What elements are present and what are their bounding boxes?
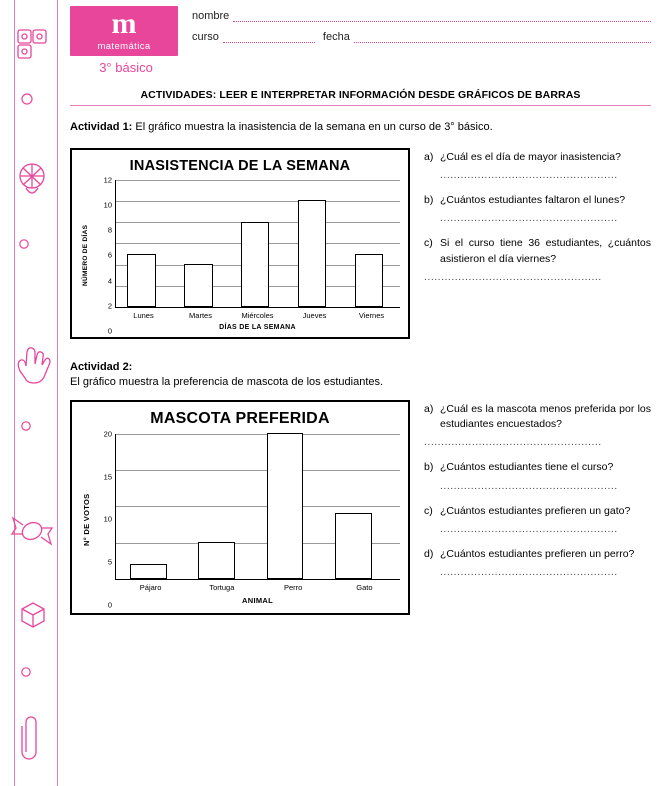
chart2-frame [70,400,410,615]
dot-doodle-icon [20,420,32,432]
question-marker: a) [424,402,434,415]
question-marker: a) [424,150,434,163]
question-text: ¿Cuál es el día de mayor inasistencia? [440,150,621,163]
logo-block [70,6,182,75]
bar-martes [184,264,212,307]
question-marker: b) [424,461,434,474]
question-marker: c) [424,237,433,250]
bar-perro [267,433,304,579]
activity2-questions [410,400,651,615]
question-marker: c) [424,504,433,517]
field-row-nombre [192,10,651,22]
chart1-ytick: 8 [107,225,112,235]
activity1-label: Actividad 1: [70,121,133,133]
question-item [424,460,651,475]
nombre-input-line[interactable] [233,10,651,22]
chart1-yticks [89,175,115,336]
question-text: ¿Cuántos estudiantes faltaron el lunes? [440,194,626,207]
question-item [424,402,651,432]
grade-label: 3° básico [99,60,153,75]
answer-line[interactable]: .................................................... [424,270,602,283]
logo-word: matemática [97,41,151,52]
xlabel: Perro [283,582,303,592]
chart2-ytick: 20 [103,429,112,439]
question-text: ¿Cuántos estudiantes prefieren un perro? [440,547,635,560]
activity1-block [70,148,651,339]
gridline [116,470,400,471]
paperclip-doodle-icon [20,712,42,760]
chart2-plot-area [115,434,400,580]
chart2-xaxis-title: ANIMAL [242,595,273,605]
chart2-ytick: 0 [107,600,112,610]
worksheet-header [70,0,651,75]
chart1-title: INASISTENCIA DE LA SEMANA [129,157,351,174]
xlabel: Tortuga [209,582,235,592]
chart1-plot-main [115,180,400,331]
bar-tortuga [198,542,235,579]
header-divider [70,105,651,106]
brand-logo [70,6,178,56]
chart2-ylabel: N° DE VOTOS [82,493,91,546]
chart2-ytick: 5 [107,557,112,567]
question-marker: b) [424,194,434,207]
chart2-title: MASCOTA PREFERIDA [150,409,330,427]
chart1-ytick: 12 [103,175,112,185]
cube-doodle-icon [18,600,48,630]
question-item [424,504,651,519]
xlabel: Pájaro [139,582,162,592]
activity1-intro [70,120,651,136]
chart1-ylabel: NÚMERO DE DÍAS [82,224,89,287]
student-fields [182,6,651,52]
answer-line[interactable]: .................................................... [440,522,618,535]
curso-input-line[interactable] [223,31,315,43]
fecha-input-line[interactable] [354,31,651,43]
dot-doodle-icon [18,238,30,250]
question-item [424,193,651,208]
worksheet-page [58,0,661,786]
dot-doodle-icon [20,92,34,106]
xlabel: Miércoles [241,310,274,320]
bar-jueves [298,200,326,307]
chart2-plot-wrap [80,429,400,610]
question-item [424,236,651,266]
chart2-xlabels [115,583,400,592]
bar-pajaro [130,564,167,579]
xlabel: Martes [189,310,212,320]
curso-label: curso [192,31,219,43]
answer-line[interactable]: .................................................... [440,479,618,492]
chart2-ytick: 15 [103,472,112,482]
chart2-column [70,400,410,615]
answer-line[interactable]: .................................................... [440,212,618,225]
chart2-plot-main [115,434,400,605]
answer-line[interactable]: .................................................... [440,566,618,579]
chart1-ytick: 6 [107,250,112,260]
xlabel: Gato [356,582,373,592]
chart1-frame [70,148,410,339]
bar-miercoles [241,222,269,307]
question-text: ¿Cuál es la mascota menos preferida por los estudiantes encuestados? [440,402,651,431]
gridline [116,180,400,181]
bar-lunes [127,254,155,307]
chart1-ytick: 4 [107,276,112,286]
chart1-plot-wrap [80,175,400,336]
chart1-xlabels [115,311,400,320]
question-text: Si el curso tiene 36 estudiantes, ¿cuántos asistieron el día viernes? [440,237,651,265]
xlabel: Viernes [358,310,385,320]
gridline [116,434,400,435]
chart2-ytick: 10 [103,514,112,524]
activity1-intro-text: El gráfico muestra la inasistencia de la semana en un curso de 3° básico. [132,121,493,133]
question-marker: d) [424,547,434,560]
activity2-intro-text: El gráfico muestra la preferencia de mascota de los estudiantes. [70,375,384,388]
activity1-questions [410,148,651,339]
activity2-block [70,400,651,615]
page-title: ACTIVIDADES: LEER E INTERPRETAR INFORMACIÓN DESDE GRÁFICOS DE BARRAS [140,89,581,101]
chart1-ytick: 0 [107,326,112,336]
gridline [116,201,400,202]
chart2-yticks [91,429,115,610]
field-row-curso-fecha [192,31,651,43]
nombre-label: nombre [192,10,230,22]
chart1-ytick: 10 [103,200,112,210]
dot-doodle-icon [20,666,32,678]
logo-letter: m [111,7,137,40]
decorative-margin [0,0,58,786]
bar-gato [335,513,372,579]
fecha-label: fecha [322,31,350,43]
bar-viernes [355,254,383,307]
question-item [424,547,651,562]
answer-line[interactable]: .................................................... [424,436,602,449]
gridline [116,506,400,507]
question-item [424,150,651,165]
activity2-label: Actividad 2: [70,360,133,373]
question-text: ¿Cuántos estudiantes prefieren un gato? [440,504,631,517]
answer-line[interactable]: .................................................... [440,169,618,182]
xlabel: Lunes [133,310,154,320]
chart1-column [70,148,410,339]
margin-rule [14,0,15,786]
wrapped-candy-doodle-icon [10,510,54,552]
xlabel: Jueves [302,310,327,320]
chart1-ytick: 2 [107,301,112,311]
question-text: ¿Cuántos estudiantes tiene el curso? [440,461,614,474]
chart1-xaxis-title: DÍAS DE LA SEMANA [219,323,296,331]
chart1-plot-area [115,180,400,308]
blocks-doodle-icon [16,28,48,60]
hand-doodle-icon [12,345,52,389]
candy-doodle-icon [12,160,52,202]
